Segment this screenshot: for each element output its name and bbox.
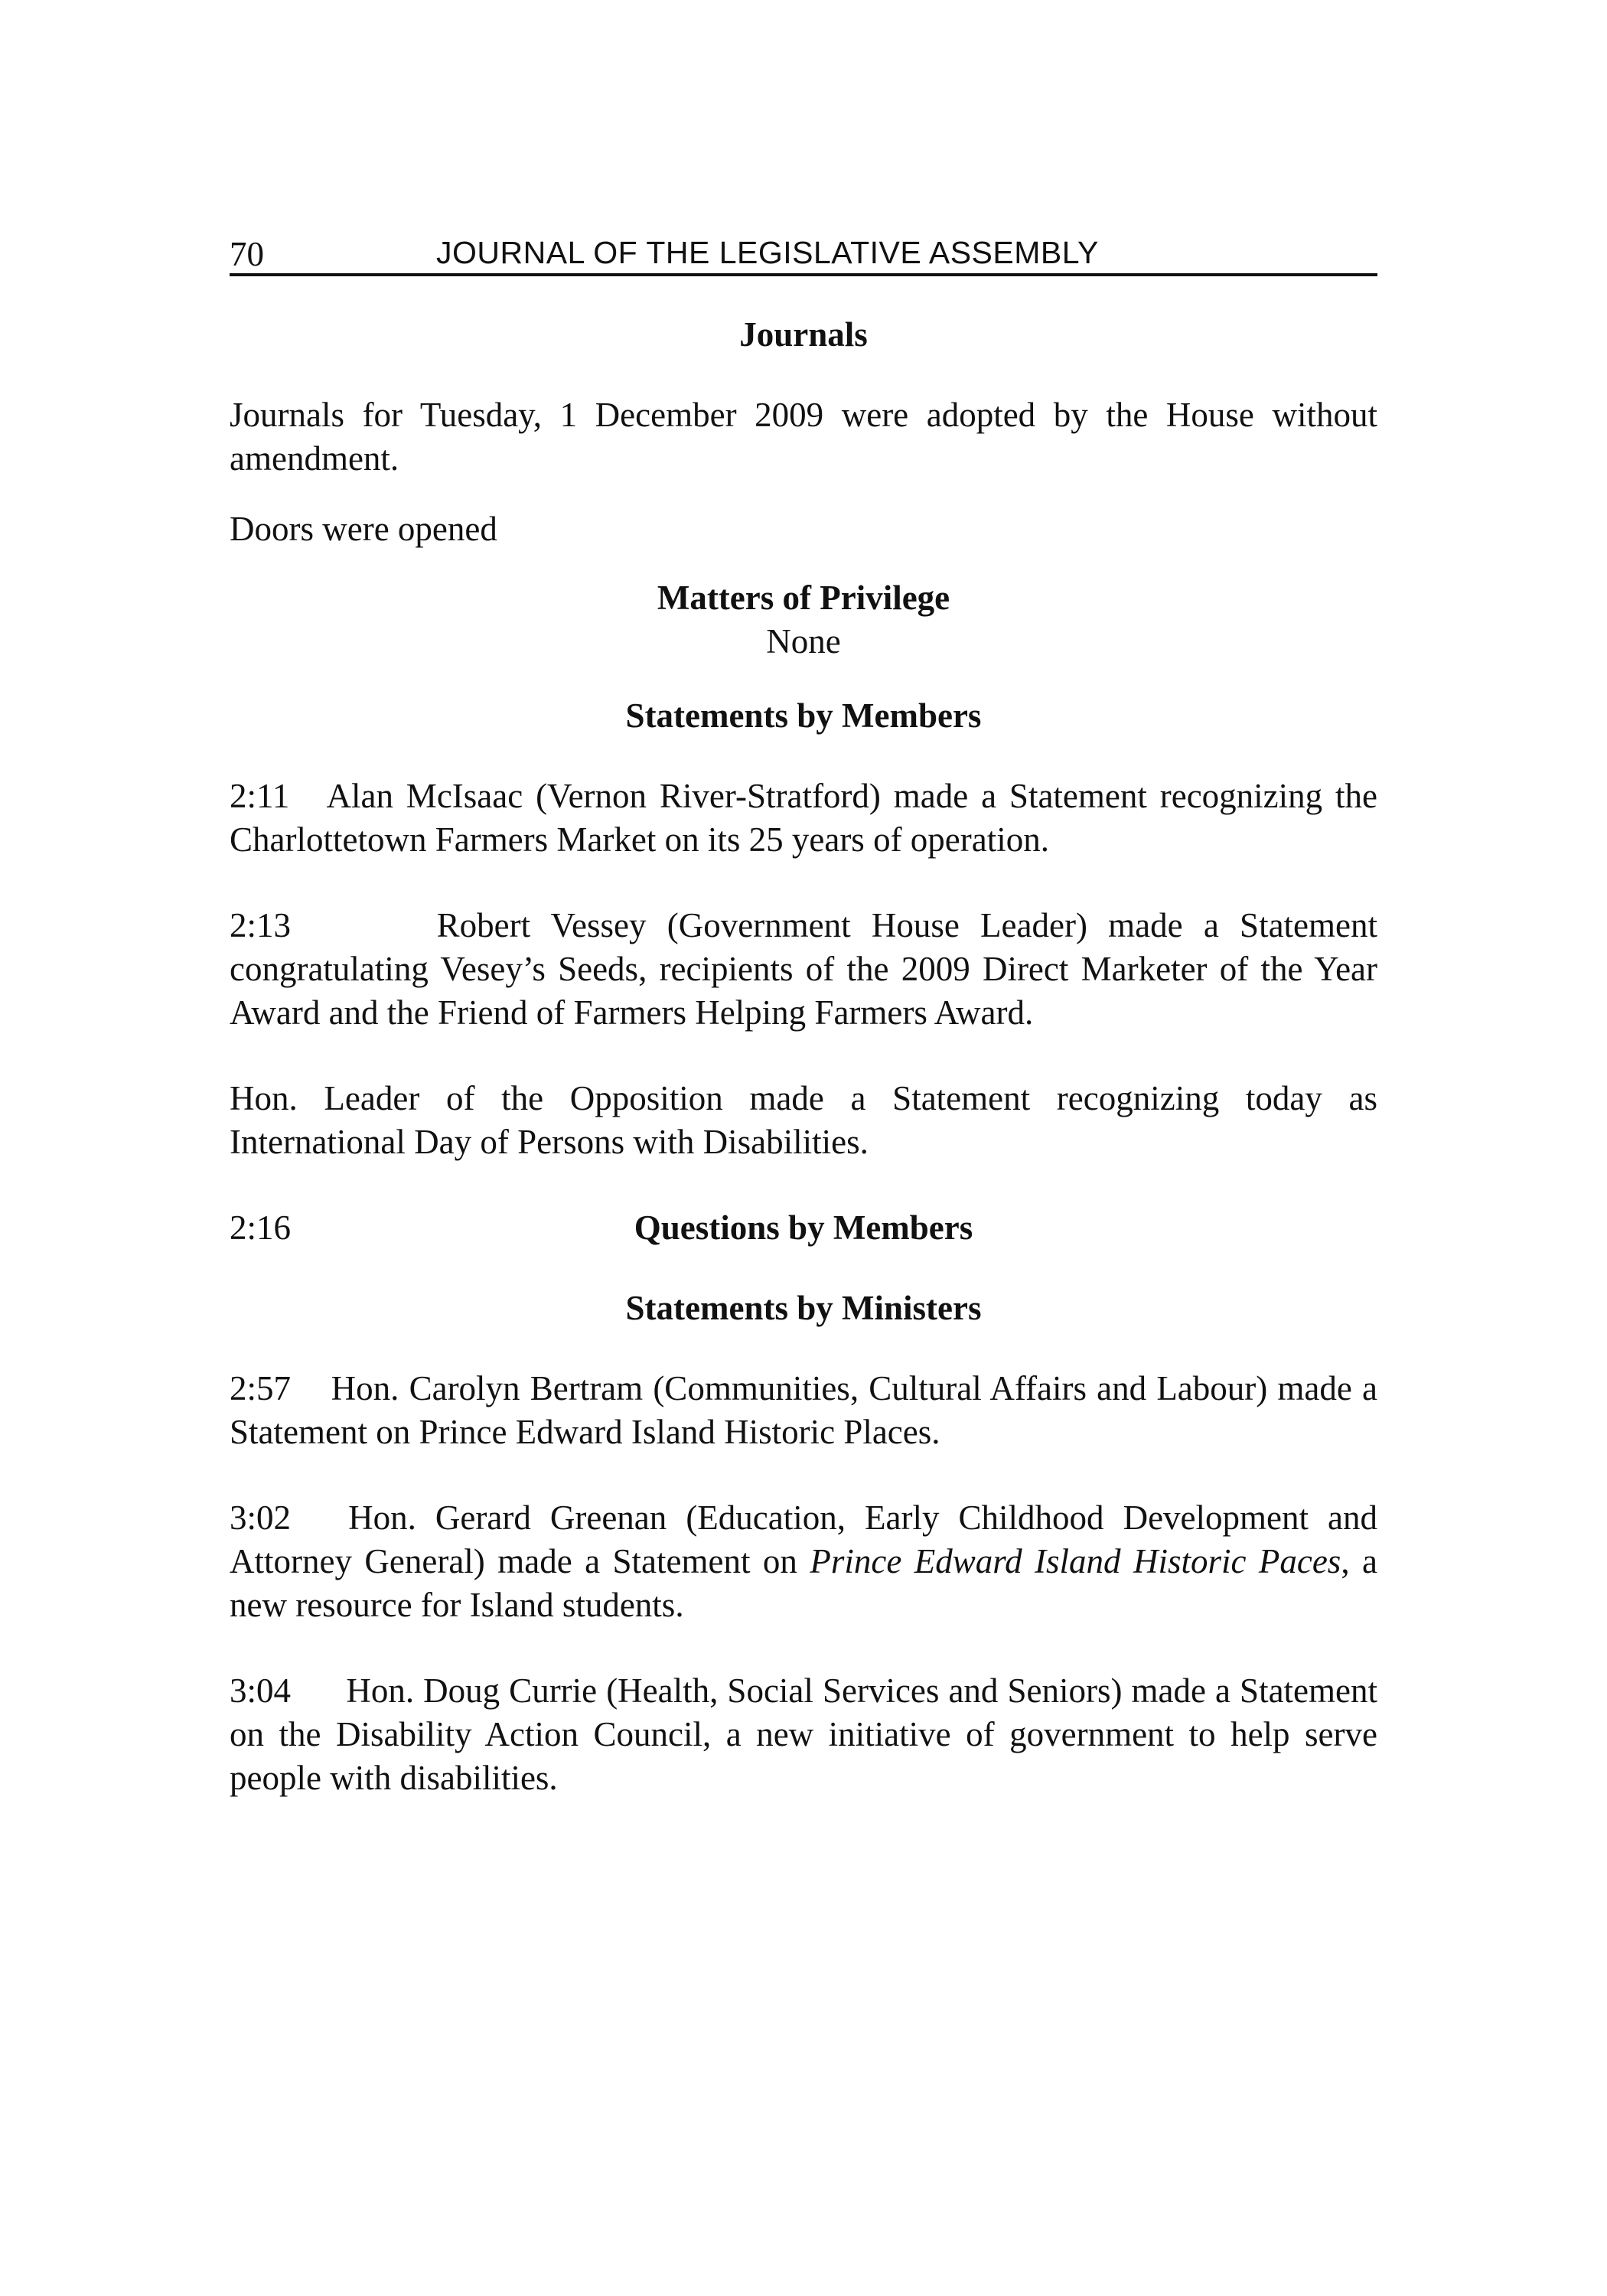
section-heading-statements-members: Statements by Members bbox=[625, 696, 982, 735]
questions-time: 2:16 bbox=[230, 1208, 292, 1247]
running-header bbox=[230, 226, 1377, 276]
minister-statement-entry bbox=[230, 1496, 1377, 1627]
entry-text: Hon. Leader of the Opposition made a Statement recognizing today as International Day of Persons with Disabilities. bbox=[230, 1079, 1377, 1161]
entry-time: 2:13 bbox=[230, 906, 292, 944]
section-heading-statements-ministers: Statements by Ministers bbox=[625, 1289, 982, 1327]
statement-entry bbox=[230, 1077, 1377, 1164]
entry-time: 3:04 bbox=[230, 1671, 292, 1710]
minister-statement-entry bbox=[230, 1669, 1377, 1800]
entry-text: Alan McIsaac (Vernon River-Stratford) made a Statement recognizing the Charlottetown Farmers Market on its 25 years of operation. bbox=[230, 777, 1377, 859]
questions-row bbox=[230, 1206, 1377, 1250]
resource-title: Prince Edward Island Historic Paces bbox=[810, 1542, 1341, 1580]
section-heading-privilege: Matters of Privilege bbox=[657, 579, 950, 617]
doors-text: Doors were opened bbox=[230, 510, 497, 548]
journals-text: Journals for Tuesday, 1 December 2009 were adopted by the House without amendment. bbox=[230, 396, 1377, 478]
entry-time: 2:11 bbox=[230, 777, 290, 815]
entry-text: Hon. Carolyn Bertram (Communities, Cultural Affairs and Labour) made a Statement on Prince Edward Island Historic Places. bbox=[230, 1369, 1377, 1451]
section-heading-journals: Journals bbox=[739, 315, 868, 354]
statement-entry bbox=[230, 775, 1377, 862]
entry-text-after: , a new resource for Island students. bbox=[230, 1542, 1377, 1624]
entry-time: 2:57 bbox=[230, 1369, 292, 1407]
entry-text-before: Hon. Gerard Greenan (Education, Early Childhood Development and Attorney General) made a Statement on bbox=[230, 1499, 1378, 1580]
privilege-text: None bbox=[766, 622, 841, 660]
entry-time: 3:02 bbox=[230, 1499, 292, 1537]
minister-statement-entry bbox=[230, 1367, 1377, 1454]
page-number: 70 bbox=[230, 235, 264, 273]
journal-page bbox=[230, 226, 1377, 1800]
statement-entry bbox=[230, 904, 1377, 1035]
section-heading-questions: Questions by Members bbox=[634, 1208, 973, 1247]
entry-text: Hon. Doug Currie (Health, Social Services and Seniors) made a Statement on the Disability Action Council, a new initiative of government to help serve people with disabilities. bbox=[230, 1671, 1377, 1797]
entry-text: Robert Vessey (Government House Leader) made a Statement congratulating Vesey’s Seeds, recipients of the 2009 Direct Marketer of the Year Award and the Friend of Farmers Helping Farmers Award. bbox=[230, 906, 1377, 1032]
journal-title: JOURNAL OF THE LEGISLATIVE ASSEMBLY bbox=[436, 235, 1099, 270]
